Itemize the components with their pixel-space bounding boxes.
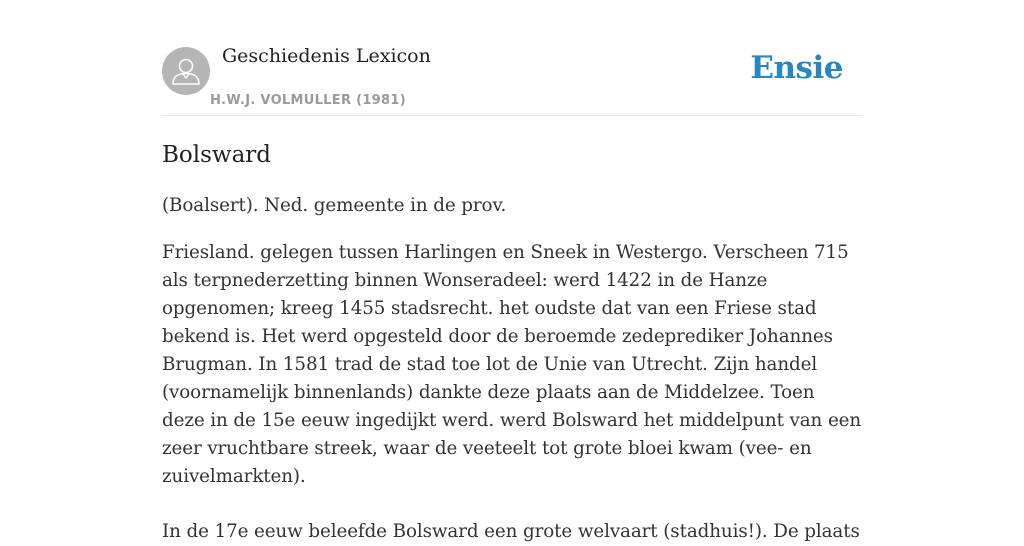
source-author[interactable]: H.W.J. VOLMULLER (1981) xyxy=(210,93,406,108)
paragraph: (Boalsert). Ned. gemeente in de prov. xyxy=(162,195,507,216)
article xyxy=(162,140,862,546)
brand-logo[interactable]: Ensie xyxy=(750,50,843,86)
entry-title: Bolsward xyxy=(162,142,272,168)
paragraph: In de 17e eeuw beleefde Bolsward een grote welvaart (stadhuis!). De plaats xyxy=(162,521,860,542)
source-header xyxy=(162,0,862,116)
paragraph: Friesland. gelegen tussen Harlingen en Sneek in Westergo. Verscheen 715 als terpnederzetting binnen Wonseradeel: werd 1422 in de Hanze opgenomen; kreeg 1455 stadsrecht. het oudste dat van een Friese stad bekend is. Het werd opgesteld door de beroemde zedeprediker Johannes Brugman. In 1581 trad de stad toe lot de Unie van Utrecht. Zijn handel (voornamelijk binnenlands) dankte deze plaats aan de Middelzee. Toen deze in de 15e eeuw ingedijkt werd. werd Bolsward het middelpunt van een zeer vruchtbare streek, waar de veeteelt tot grote bloei kwam (vee- en zuivelmarkten). xyxy=(162,242,862,487)
user-icon[interactable] xyxy=(162,47,210,95)
source-title[interactable]: Geschiedenis Lexicon xyxy=(222,45,431,67)
